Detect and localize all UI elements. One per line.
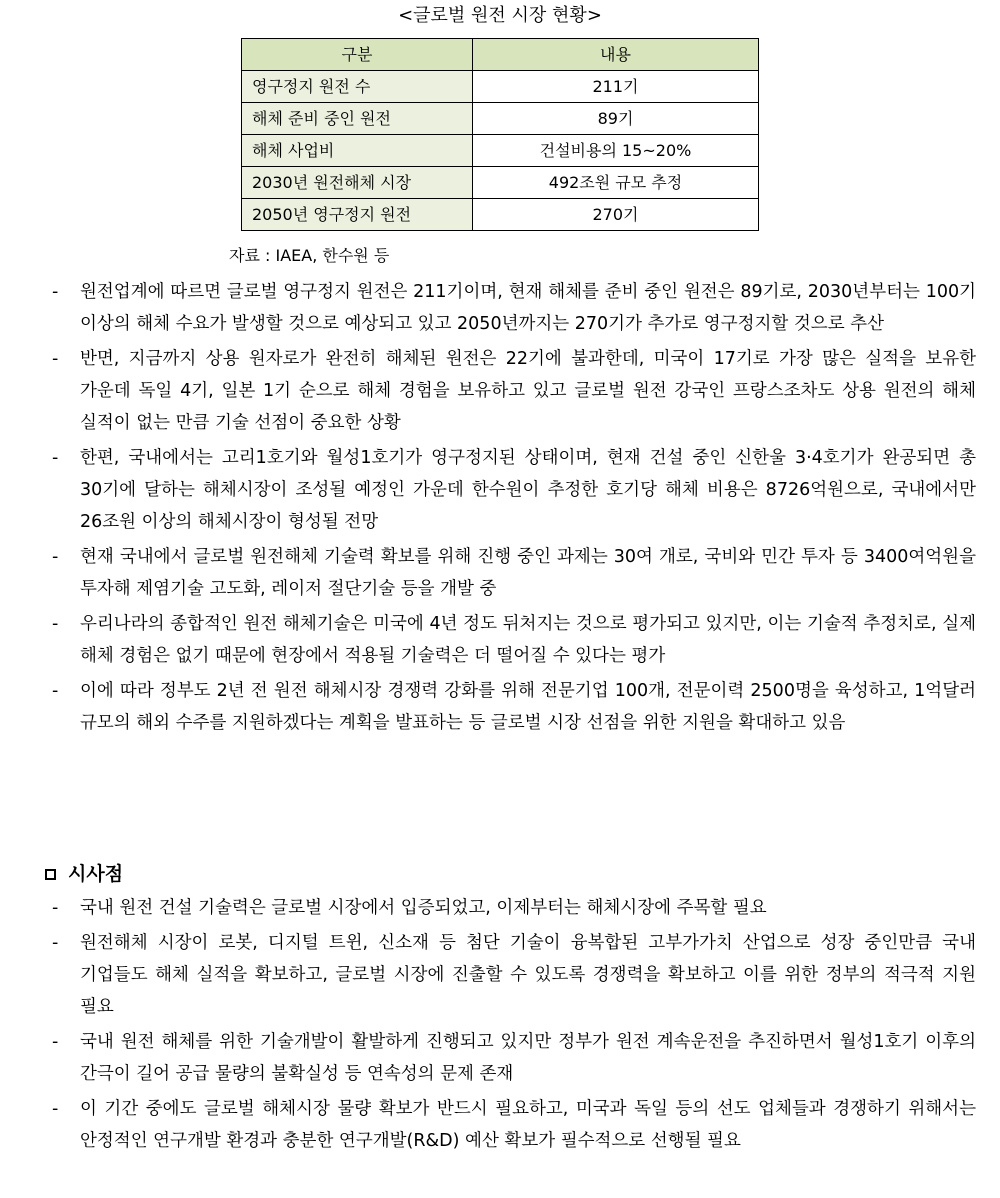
row-value: 492조원 규모 추정 [473,167,759,199]
row-category: 해체 준비 중인 원전 [242,103,473,135]
table-row [242,199,759,231]
list-item [52,892,976,924]
table-row [242,167,759,199]
list-item-text: 우리나라의 종합적인 원전 해체기술은 미국에 4년 정도 뒤처지는 것으로 평가되고 있지만, 이는 기술적 추정치로, 실제 해체 경험은 없기 때문에 현장에서 적용될 기술력은 더 떨어질 수 있다는 평가 [80,614,976,666]
list-item [52,675,976,739]
dash-marker: - [52,614,59,634]
dash-marker: - [52,547,59,567]
dash-marker: - [52,681,59,701]
list-item [52,276,976,340]
table-header-row [242,39,759,71]
table-row [242,71,759,103]
table-row [242,135,759,167]
section-title: 시사점 [68,863,124,885]
list-item [52,927,976,1023]
list-item-text: 국내 원전 해체를 위한 기술개발이 활발하게 진행되고 있지만 정부가 원전 계속운전을 추진하면서 월성1호기 이후의 간극이 길어 공급 물량의 불확실성 등 연속성의 문제 존재 [80,1032,976,1084]
row-value: 270기 [473,199,759,231]
row-value: 211기 [473,71,759,103]
header-content: 내용 [473,39,759,71]
list-item-text: 이 기간 중에도 글로벌 해체시장 물량 확보가 반드시 필요하고, 미국과 독일 등의 선도 업체들과 경쟁하기 위해서는 안정적인 연구개발 환경과 충분한 연구개발(R&D) 예산 확보가 필수적으로 선행될 필요 [80,1099,976,1151]
list-item [52,1026,976,1090]
checkbox-square-icon [45,869,56,880]
dash-marker: - [52,282,59,302]
dash-marker: - [52,1032,59,1052]
list-item-text: 원전해체 시장이 로봇, 디지털 트윈, 신소재 등 첨단 기술이 융복합된 고부가가치 산업으로 성장 중인만큼 국내 기업들도 해체 실적을 확보하고, 글로벌 시장에 진출할 수 있도록 경쟁력을 확보하고 이를 위한 정부의 적극적 지원 필요 [80,933,976,1017]
list-item-text: 반면, 지금까지 상용 원자로가 완전히 해체된 원전은 22기에 불과한데, 미국이 17기로 가장 많은 실적을 보유한 가운데 독일 4기, 일본 1기 순으로 해체 경험을 보유하고 있고 글로벌 원전 강국인 프랑스조차도 상용 원전의 해체 실적이 없는 만큼 기술 선점이 중요한 상황 [80,349,977,433]
list-item [52,541,976,605]
market-bullet-list [52,276,976,742]
dash-marker: - [52,1099,59,1119]
section-heading [45,859,123,889]
dash-marker: - [52,933,59,953]
market-status-table [241,38,759,231]
row-value: 건설비용의 15~20% [473,135,759,167]
list-item [52,608,976,672]
row-category: 해체 사업비 [242,135,473,167]
dash-marker: - [52,349,59,369]
list-item [52,442,976,538]
row-value: 89기 [473,103,759,135]
implications-bullet-list [52,892,976,1160]
list-item [52,343,976,439]
row-category: 2030년 원전해체 시장 [242,167,473,199]
table-title: <글로벌 원전 시장 현황> [398,5,602,26]
row-category: 영구정지 원전 수 [242,71,473,103]
table-source: 자료 : IAEA, 한수원 등 [229,246,390,265]
dash-marker: - [52,898,59,918]
row-category: 2050년 영구정지 원전 [242,199,473,231]
list-item [52,1093,976,1157]
list-item-text: 원전업계에 따르면 글로벌 영구정지 원전은 211기이며, 현재 해체를 준비 중인 원전은 89기로, 2030년부터는 100기 이상의 해체 수요가 발생할 것으로 예상되고 있고 2050년까지는 270기가 추가로 영구정지할 것으로 추산 [80,282,976,334]
table-row [242,103,759,135]
list-item-text: 이에 따라 정부도 2년 전 원전 해체시장 경쟁력 강화를 위해 전문기업 100개, 전문이력 2500명을 육성하고, 1억달러 규모의 해외 수주를 지원하겠다는 계획을 발표하는 등 글로벌 시장 선점을 위한 지원을 확대하고 있음 [80,681,976,733]
list-item-text: 국내 원전 건설 기술력은 글로벌 시장에서 입증되었고, 이제부터는 해체시장에 주목할 필요 [80,898,767,918]
list-item-text: 한편, 국내에서는 고리1호기와 월성1호기가 영구정지된 상태이며, 현재 건설 중인 신한울 3·4호기가 완공되면 총 30기에 달하는 해체시장이 조성될 예정인 가운데 한수원이 추정한 호기당 해체 비용은 8726억원으로, 국내에서만 26조원 이상의 해체시장이 형성될 전망 [80,448,976,532]
header-category: 구분 [242,39,473,71]
dash-marker: - [52,448,59,468]
list-item-text: 현재 국내에서 글로벌 원전해체 기술력 확보를 위해 진행 중인 과제는 30여 개로, 국비와 민간 투자 등 3400여억원을 투자해 제염기술 고도화, 레이저 절단기술 등을 개발 중 [80,547,976,599]
